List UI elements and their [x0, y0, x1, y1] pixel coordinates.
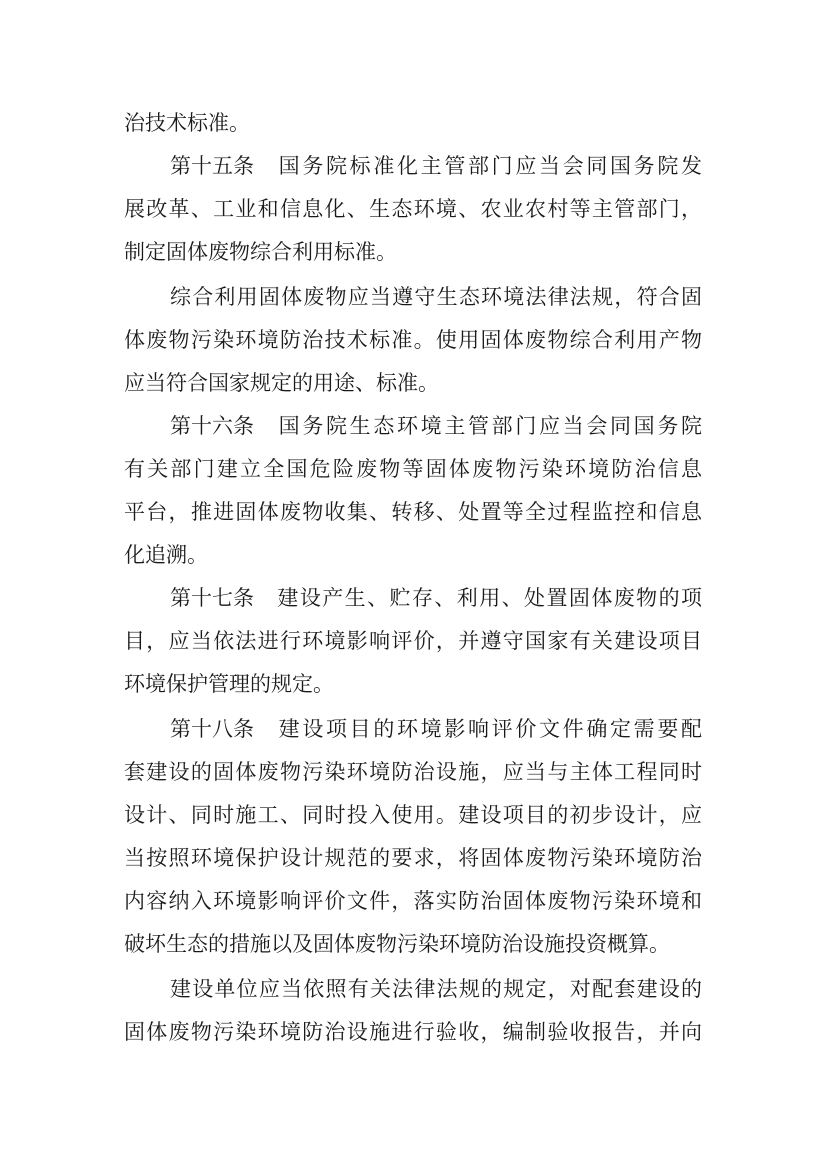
text-line: 治技术标准。 — [124, 111, 250, 135]
text-line: 环境保护管理的规定。 — [124, 672, 334, 696]
article-text: 建设产生、贮存、利用、处置固体废物的项 — [276, 586, 702, 610]
article-number: 第十八条 — [170, 717, 254, 741]
text-line: 有关部门建立全国危险废物等固体废物污染环境防治信息 — [124, 457, 702, 481]
article-number: 第十五条 — [170, 154, 254, 178]
text-line: 设计、同时施工、同时投入使用。建设项目的初步设计，应 — [124, 803, 702, 827]
text-line: 平台，推进固体废物收集、转移、处置等全过程监控和信息 — [124, 500, 702, 524]
text-line: 化追溯。 — [124, 543, 208, 567]
article-16-line — [170, 406, 702, 446]
article-18-line — [170, 709, 702, 749]
article-text: 国务院生态环境主管部门应当会同国务院 — [276, 414, 702, 438]
article-number: 第十六条 — [170, 414, 254, 438]
text-line: 应当符合国家规定的用途、标准。 — [124, 371, 439, 395]
article-number: 第十七条 — [170, 586, 254, 610]
article-15-line — [170, 146, 702, 186]
text-line: 固体废物污染环境防治设施进行验收，编制验收报告，并向 — [124, 1020, 702, 1044]
article-text: 建设项目的环境影响评价文件确定需要配 — [276, 717, 702, 741]
text-line: 综合利用固体废物应当遵守生态环境法律法规，符合固 — [170, 285, 702, 309]
text-line: 展改革、工业和信息化、生态环境、农业农村等主管部门， — [124, 197, 702, 221]
text-line: 套建设的固体废物污染环境防治设施，应当与主体工程同时 — [124, 760, 702, 784]
article-17-line — [170, 578, 702, 618]
text-line: 体废物污染环境防治技术标准。使用固体废物综合利用产物 — [124, 328, 702, 352]
article-text: 国务院标准化主管部门应当会同国务院发 — [276, 154, 702, 178]
text-line: 建设单位应当依照有关法律法规的规定，对配套建设的 — [170, 977, 702, 1001]
text-line: 目，应当依法进行环境影响评价，并遵守国家有关建设项目 — [124, 629, 702, 653]
text-line: 内容纳入环境影响评价文件，落实防治固体废物污染环境和 — [124, 889, 702, 913]
text-line: 当按照环境保护设计规范的要求，将固体废物污染环境防治 — [124, 846, 702, 870]
text-line: 制定固体废物综合利用标准。 — [124, 240, 397, 264]
text-line: 破坏生态的措施以及固体废物污染环境防治设施投资概算。 — [124, 932, 670, 956]
